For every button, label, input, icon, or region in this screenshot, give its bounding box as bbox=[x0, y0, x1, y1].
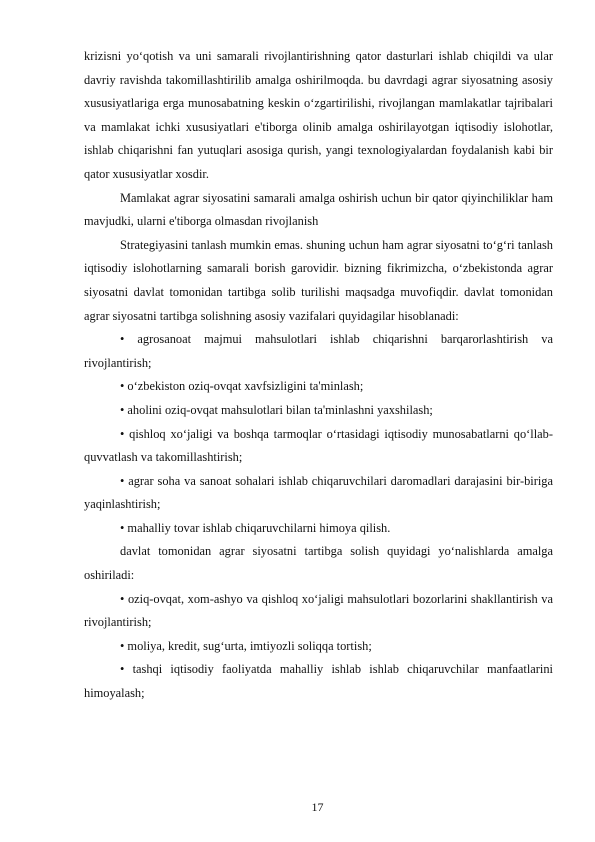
list-item: • agrar soha va sanoat sohalari ishlab chiqaruvchilari daromadlari darajasini bir-biriga yaqinlashtirish; bbox=[84, 473, 553, 512]
list-item: • agrosanoat majmui mahsulotlari ishlab chiqarishni barqarorlashtirish va rivojlantirish; bbox=[84, 332, 553, 370]
list-item: • oziq-ovqat, xom-ashyo va qishloq xo‘jaligi mahsulotlari bozorlarini shakllantirish va rivojlantirish; bbox=[84, 591, 553, 630]
paragraph: Strategiyasini tanlash mumkin emas. shuning uchun ham agrar siyosatni to‘g‘ri tanlash iqtisodiy islohotlarning samarali borish garovidir. bizning fikrimizcha, o‘zbekistonda agrar siyosatni davlat tomonidan tartibga solib turilishi maqsadga muvofiqdir. davlat tomonidan agrar siyosatni tartibga solishning asosiy vazifalari quyidagilar hisoblanadi: bbox=[84, 237, 553, 323]
list-item: • tashqi iqtisodiy faoliyatda mahalliy ishlab ishlab chiqaruvchilar manfaatlarini himoyalash; bbox=[84, 662, 553, 701]
paragraph: davlat tomonidan agrar siyosatni tartibga solish quyidagi yo‘nalishlarda amalga oshiriladi: bbox=[84, 544, 553, 583]
list-item: • o‘zbekiston oziq-ovqat xavfsizligini ta'minlash; bbox=[120, 379, 364, 394]
list-item: • mahalliy tovar ishlab chiqaruvchilarni himoya qilish. bbox=[120, 520, 391, 535]
list-item: • qishloq xo‘jaligi va boshqa tarmoqlar o‘rtasidagi iqtisodiy munosabatlarni qo‘llab-quvvatlash va takomillashtirish; bbox=[84, 426, 553, 465]
document-body bbox=[84, 45, 553, 706]
paragraph: Mamlakat agrar siyosatini samarali amalga oshirish uchun bir qator qiyinchiliklar ham mavjudki, ularni e'tiborga olmasdan rivojlanish bbox=[84, 190, 553, 229]
list-item: • aholini oziq-ovqat mahsulotlari bilan ta'minlashni yaxshilash; bbox=[120, 402, 433, 417]
list-item: • moliya, kredit, sug‘urta, imtiyozli soliqqa tortish; bbox=[120, 638, 372, 653]
page-number: 17 bbox=[311, 800, 324, 814]
paragraph: krizisni yo‘qotish va uni samarali rivojlantirishning qator dasturlari ishlab chiqildi va ular davriy ravishda takomillashtirilib amalga oshirilmoqda. bu davrdagi agrar siyosatning asosiy xususiyatlariga erga munosabatning keskin o‘zgartirilishi, rivojlangan mamlakatlar tajribalari va mamlakat ichki xususiyatlari e'tiborga olinib amalga oshirilayotgan iqtisodiy islohotlar, ishlab chiqarishni fan yutuqlari asosiga qurish, yangi texnologiyalardan foydalanish kabi bir qator xususiyatlar xosdir. bbox=[84, 49, 553, 181]
